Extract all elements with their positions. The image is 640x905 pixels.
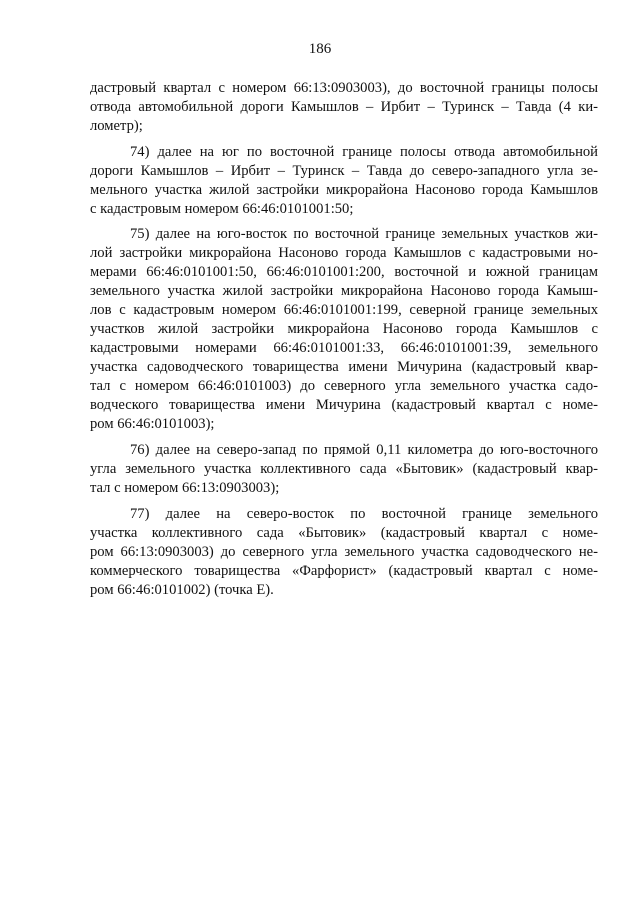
paragraph-line: кадастровыми номерами 66:46:0101001:33, 66:46:0101001:39, земельного bbox=[90, 340, 598, 356]
paragraph-line: лой застройки микрорайона Насоново города Камышлов с кадастровыми но- bbox=[90, 245, 598, 261]
paragraph-line: участков жилой застройки микрорайона Насоново города Камышлов с bbox=[90, 321, 598, 337]
paragraph-line: лов с кадастровым номером 66:46:0101001:199, северной границе земельных bbox=[90, 302, 598, 318]
paragraph-line: 76) далее на северо-запад по прямой 0,11 километра до юго-восточного bbox=[130, 442, 598, 458]
paragraph-line: тал с номером 66:13:0903003); bbox=[90, 480, 280, 496]
paragraph-line: с кадастровым номером 66:46:0101001:50; bbox=[90, 201, 354, 217]
paragraph-line: ром 66:46:0101003); bbox=[90, 416, 215, 432]
paragraph-line: 75) далее на юго-восток по восточной границе земельных участков жи- bbox=[130, 226, 598, 242]
paragraph-line: водческого товарищества имени Мичурина (кадастровый квартал с номе- bbox=[90, 397, 598, 413]
paragraph-line: дастровый квартал с номером 66:13:0903003), до восточной границы полосы bbox=[90, 80, 598, 96]
paragraph-line: отвода автомобильной дороги Камышлов – Ирбит – Туринск – Тавда (4 ки- bbox=[90, 99, 598, 115]
paragraph-line: ром 66:46:0101002) (точка Е). bbox=[90, 582, 274, 598]
paragraph-line: 74) далее на юг по восточной границе полосы отвода автомобильной bbox=[130, 144, 598, 160]
paragraph-line: мельного участка жилой застройки микрорайона Насоново города Камышлов bbox=[90, 182, 598, 198]
paragraph-line: участка садоводческого товарищества имени Мичурина (кадастровый квар- bbox=[90, 359, 598, 375]
page-number: 186 bbox=[308, 41, 332, 57]
paragraph-line: дороги Камышлов – Ирбит – Туринск – Тавда до северо-западного угла зе- bbox=[90, 163, 598, 179]
paragraph-line: коммерческого товарищества «Фарфорист» (кадастровый квартал с номе- bbox=[90, 563, 598, 579]
paragraph-line: 77) далее на северо-восток по восточной границе земельного bbox=[130, 506, 598, 522]
paragraph-line: земельного участка жилой застройки микрорайона Насоново города Камыш- bbox=[90, 283, 598, 299]
paragraph-line: тал с номером 66:46:0101003) до северного угла земельного участка садо- bbox=[90, 378, 598, 394]
paragraph-line: мерами 66:46:0101001:50, 66:46:0101001:200, восточной и южной границам bbox=[90, 264, 598, 280]
paragraph-line: лометр); bbox=[90, 118, 143, 134]
paragraph-line: угла земельного участка коллективного сада «Бытовик» (кадастровый квар- bbox=[90, 461, 598, 477]
paragraph-line: ром 66:13:0903003) до северного угла земельного участка садоводческого не- bbox=[90, 544, 598, 560]
paragraph-line: участка коллективного сада «Бытовик» (кадастровый квартал с номе- bbox=[90, 525, 598, 541]
